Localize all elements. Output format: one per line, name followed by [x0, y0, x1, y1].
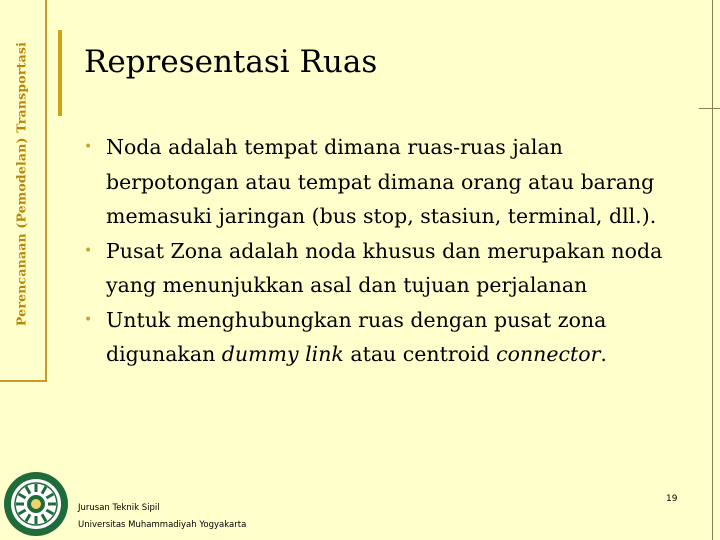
bullet-dot-icon: • [84, 242, 93, 259]
bullet-item-dummy-link [80, 303, 690, 372]
bullet-text: Noda adalah tempat dimana ruas-ruas jalan berpotongan atau tempat dimana orang atau barang memasuki jaringan (bus stop, stasiun, terminal, dll.). [106, 135, 657, 228]
bullet-dot-icon: • [84, 311, 93, 328]
bullet-text: Pusat Zona adalah noda khusus dan merupakan noda yang menunjukkan asal dan tujuan perjalanan [106, 238, 663, 297]
university-seal-icon [2, 470, 70, 538]
bullet-item-noda [80, 130, 690, 234]
title-accent-bar [58, 30, 62, 116]
slide-title: Representasi Ruas [84, 44, 378, 80]
footer [78, 500, 246, 534]
sidebar-title: Perencanaan (Pemodelan) Transportasi [13, 41, 29, 327]
bullet-list [80, 130, 690, 372]
right-edge-rule-cap [699, 108, 720, 109]
bullet-emphasis-connector: connector [496, 342, 601, 366]
footer-university: Universitas Muhammadiyah Yogyakarta [78, 520, 247, 530]
bullet-text-after: . [600, 342, 607, 366]
page-number: 19 [666, 494, 678, 504]
footer-department: Jurusan Teknik Sipil [78, 503, 160, 513]
bullet-text-before: Untuk menghubungkan ruas dengan pusat zona digunakan [106, 307, 607, 366]
bullet-emphasis-dummy-link: dummy link [221, 342, 344, 366]
bullet-dot-icon: • [84, 139, 93, 155]
right-edge-rule [712, 0, 720, 540]
bullet-text-middle: atau centroid [343, 342, 497, 366]
bullet-item-pusat-zona [80, 234, 690, 303]
